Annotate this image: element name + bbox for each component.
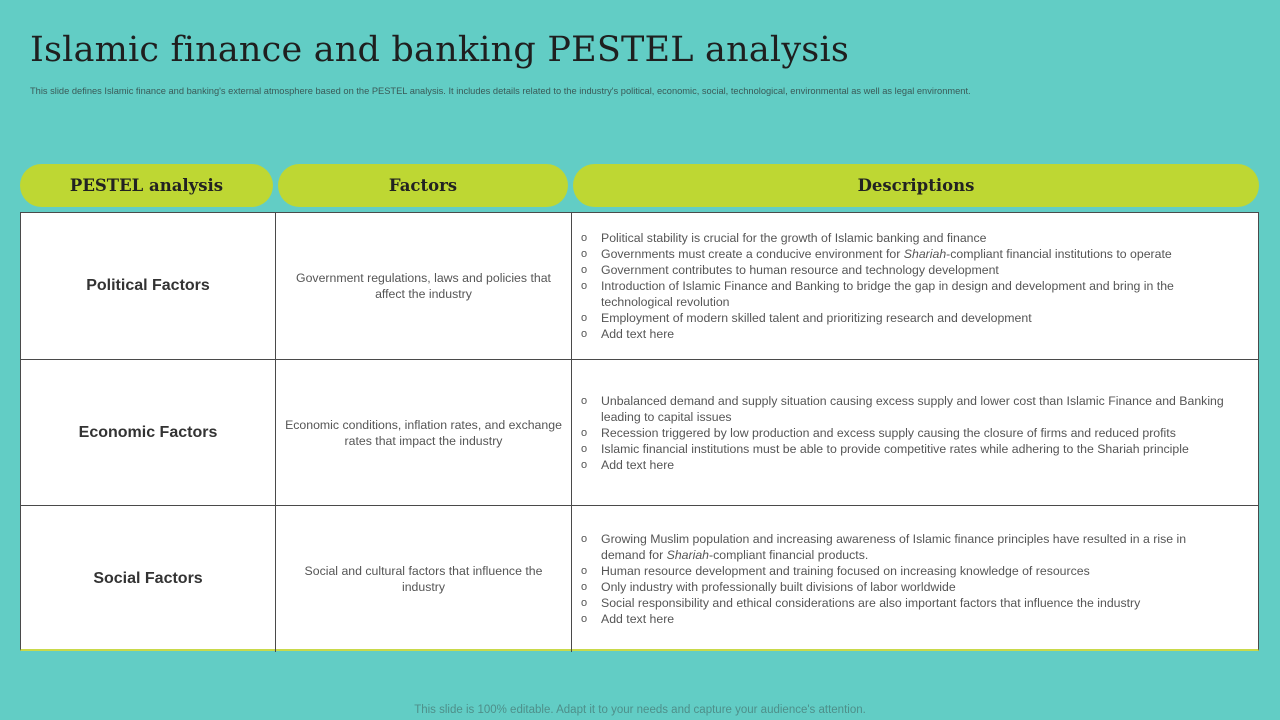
bullet-item: o Government contributes to human resource and technology development [581,262,1230,278]
bullet-item: o Governments must create a conducive environment for Shariah-compliant financial institutions to operate [581,246,1230,262]
bullet-item: o Add text here [581,611,1230,627]
header-pestel-analysis: PESTEL analysis [20,164,273,207]
bullet-item: o Social responsibility and ethical considerations are also important factors that influence the industry [581,595,1230,611]
bullet-item: o Add text here [581,326,1230,342]
row-name: Political Factors [21,213,276,359]
table-row-political [21,213,1258,359]
bullet-item: o Islamic financial institutions must be able to provide competitive rates while adhering to the Shariah principle [581,441,1230,457]
page-title: Islamic finance and banking PESTEL analysis [30,30,850,70]
bullet-item: o Recession triggered by low production and excess supply causing the closure of firms and reduced profits [581,425,1230,441]
table-row-economic [21,359,1258,506]
row-descriptions [572,213,1258,359]
row-descriptions [572,506,1258,652]
bullet-item: o Only industry with professionally built divisions of labor worldwide [581,579,1230,595]
row-factor: Government regulations, laws and policies that affect the industry [276,213,572,359]
bullet-item: o Human resource development and training focused on increasing knowledge of resources [581,563,1230,579]
row-factor: Social and cultural factors that influence the industry [276,506,572,652]
bullet-item: o Political stability is crucial for the growth of Islamic banking and finance [581,230,1230,246]
bullet-item: o Growing Muslim population and increasing awareness of Islamic finance principles have resulted in a rise in demand for Shariah-compliant financial products. [581,531,1230,563]
row-name: Social Factors [21,506,276,652]
header-descriptions: Descriptions [573,164,1259,207]
footer-note: This slide is 100% editable. Adapt it to your needs and capture your audience's attention. [414,704,866,716]
bullet-item: o Introduction of Islamic Finance and Banking to bridge the gap in design and development and bring in the technological revolution [581,278,1230,310]
row-name: Economic Factors [21,360,276,506]
page-subtitle: This slide defines Islamic finance and banking's external atmosphere based on the PESTEL analysis. It includes details related to the industry's political, economic, social, technological, environmental as well as legal environment. [30,86,971,96]
bullet-item: o Add text here [581,457,1230,473]
bullet-item: o Employment of modern skilled talent and prioritizing research and development [581,310,1230,326]
pestel-table [20,212,1259,651]
row-descriptions [572,360,1258,506]
header-factors: Factors [278,164,568,207]
row-factor: Economic conditions, inflation rates, and exchange rates that impact the industry [276,360,572,506]
bullet-item: o Unbalanced demand and supply situation causing excess supply and lower cost than Islamic Finance and Banking leading to capital issues [581,393,1230,425]
table-row-social [21,505,1258,652]
